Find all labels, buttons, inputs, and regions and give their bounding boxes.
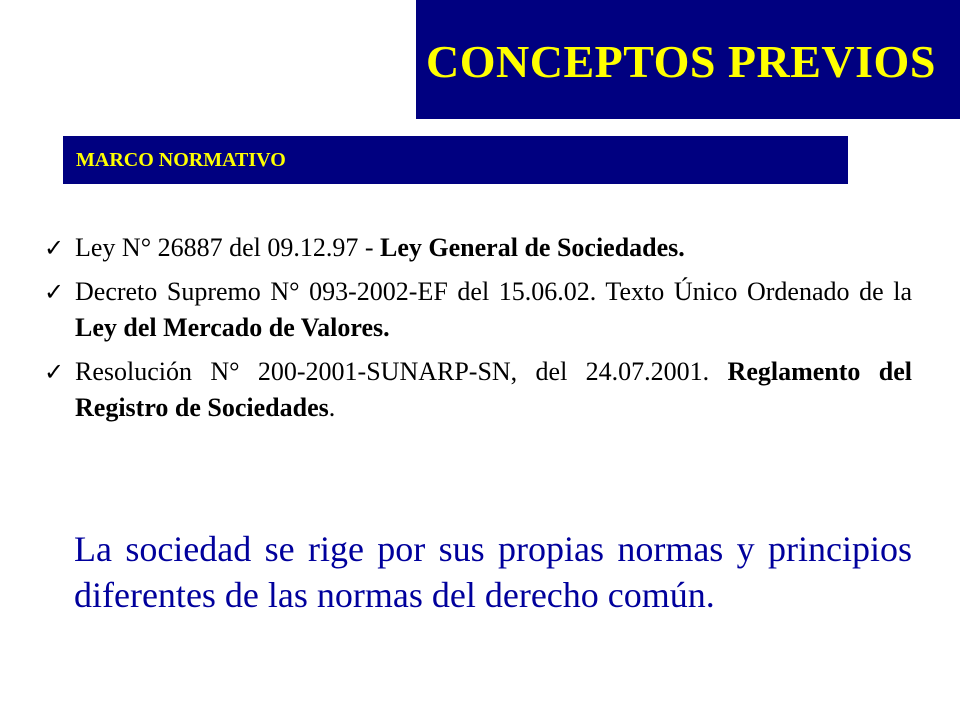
section-bar: [63, 136, 848, 184]
item-text-bold: Reglamento del Registro de Sociedades: [75, 357, 912, 422]
normative-list: [44, 230, 912, 434]
section-label: MARCO NORMATIVO: [76, 148, 286, 171]
title-banner: [416, 0, 960, 119]
check-icon: ✓: [44, 358, 65, 386]
item-text-bold: Ley del Mercado de Valores.: [75, 313, 390, 342]
item-text-bold: Ley General de Sociedades.: [380, 233, 685, 262]
list-item: [44, 354, 912, 426]
closing-statement: La sociedad se rige por sus propias normas y principios diferentes de las normas del derecho común.: [74, 529, 912, 615]
item-text: Decreto Supremo N° 093-2002-EF del 15.06.02. Texto Único Ordenado de la: [75, 277, 912, 306]
list-item: [44, 230, 912, 266]
list-item: [44, 274, 912, 346]
item-text: Resolución N° 200-2001-SUNARP-SN, del 24.07.2001.: [75, 357, 728, 386]
item-text: Ley N° 26887 del 09.12.97 -: [75, 233, 381, 262]
check-icon: ✓: [44, 278, 65, 306]
check-icon: ✓: [44, 234, 65, 262]
page-title: CONCEPTOS PREVIOS: [426, 36, 936, 87]
item-text-end: .: [328, 393, 336, 422]
